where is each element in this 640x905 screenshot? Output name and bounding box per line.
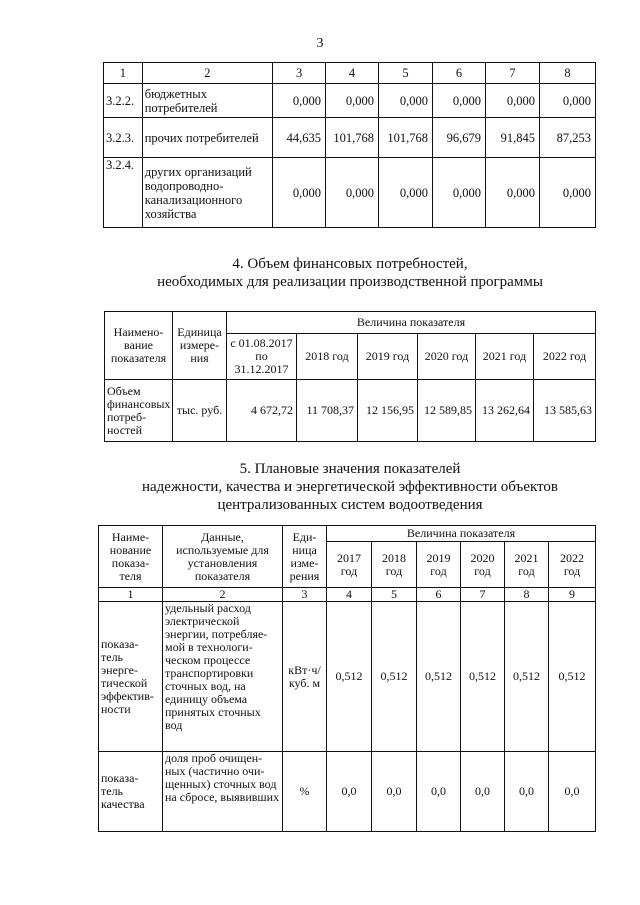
financial-needs-table: [104, 311, 596, 442]
table-header-row: [99, 526, 596, 542]
heading-line: 5. Плановые значения показателей: [239, 461, 461, 477]
column-number: 4: [326, 63, 379, 84]
cell-value: 0,512: [549, 602, 596, 752]
column-header-unit: Еди-ница изме-рения: [283, 526, 327, 588]
column-number: 6: [433, 63, 486, 84]
row-unit: %: [283, 752, 327, 832]
cell-value: 0,000: [273, 158, 326, 228]
row-unit: тыс. руб.: [173, 380, 227, 442]
cell-value: 4 672,72: [227, 380, 297, 442]
column-number: 4: [327, 588, 372, 602]
column-header-year: 2022 год: [549, 542, 596, 588]
cell-value: 12 589,85: [418, 380, 476, 442]
row-name: бюджетных потребителей: [142, 84, 272, 118]
consumption-table: [103, 62, 596, 228]
column-header-year: 2017 год: [327, 542, 372, 588]
column-number: 1: [99, 588, 163, 602]
cell-value: 0,000: [539, 84, 595, 118]
heading-line: необходимых для реализации производственной программы: [157, 274, 543, 290]
indicators-table: [98, 525, 596, 832]
cell-value: 0,512: [417, 602, 461, 752]
column-number: 3: [283, 588, 327, 602]
section-4-heading: [0, 255, 640, 291]
row-name: других организаций водопроводно-канализационного хозяйства: [142, 158, 272, 228]
section-5-heading: [0, 460, 640, 514]
table-row: [104, 118, 596, 158]
column-header-unit: Единица измере-ния: [173, 312, 227, 380]
cell-value: 0,000: [326, 84, 379, 118]
row-name: показа-тель энерге-тической эффектив-ности: [99, 602, 163, 752]
row-unit: кВт·ч/ куб. м: [283, 602, 327, 752]
column-header-period: 2022 год: [534, 334, 596, 380]
cell-value: 0,512: [461, 602, 505, 752]
row-index: 3.2.2.: [104, 84, 143, 118]
column-number: 3: [273, 63, 326, 84]
cell-value: 91,845: [485, 118, 539, 158]
table-header-row: [105, 312, 596, 334]
cell-value: 0,000: [273, 84, 326, 118]
cell-value: 0,512: [327, 602, 372, 752]
column-header-value-group: Величина показателя: [227, 312, 596, 334]
column-header-year: 2019 год: [417, 542, 461, 588]
heading-line: централизованных систем водоотведения: [217, 497, 483, 513]
column-header-data: Данные, используемые для установления показателя: [163, 526, 283, 588]
row-data: доля проб очищен-ных (частично очи-щенных) сточных вод на сбросе, выявивших: [163, 752, 283, 832]
column-header-value-group: Величина показателя: [327, 526, 596, 542]
column-number: 6: [417, 588, 461, 602]
table-row: [105, 380, 596, 442]
page-number: 3: [316, 36, 324, 51]
column-number-row: [99, 588, 596, 602]
column-number: 2: [142, 63, 272, 84]
cell-value: 0,000: [326, 158, 379, 228]
column-number: 8: [505, 588, 549, 602]
table-row: [104, 84, 596, 118]
column-number: 5: [372, 588, 417, 602]
column-header-year: 2021 год: [505, 542, 549, 588]
cell-value: 13 585,63: [534, 380, 596, 442]
cell-value: 11 708,37: [297, 380, 358, 442]
cell-value: 0,000: [379, 158, 433, 228]
cell-value: 0,000: [379, 84, 433, 118]
heading-line: 4. Объем финансовых потребностей,: [232, 256, 468, 272]
cell-value: 0,0: [461, 752, 505, 832]
cell-value: 0,0: [372, 752, 417, 832]
cell-value: 101,768: [379, 118, 433, 158]
column-header-year: 2018 год: [372, 542, 417, 588]
column-header-period: 2020 год: [418, 334, 476, 380]
cell-value: 0,0: [327, 752, 372, 832]
cell-value: 0,000: [433, 158, 486, 228]
heading-line: надежности, качества и энергетической эффективности объектов: [141, 479, 558, 495]
column-number: 9: [549, 588, 596, 602]
row-name: показа-тель качества: [99, 752, 163, 832]
cell-value: 101,768: [326, 118, 379, 158]
row-name: прочих потребителей: [142, 118, 272, 158]
row-name: Объем финансовых потреб-ностей: [105, 380, 173, 442]
cell-value: 0,000: [433, 84, 486, 118]
cell-value: 0,0: [505, 752, 549, 832]
cell-value: 96,679: [433, 118, 486, 158]
column-header-period: с 01.08.2017 по 31.12.2017: [227, 334, 297, 380]
table-row: [104, 158, 596, 228]
column-header-year: 2020 год: [461, 542, 505, 588]
column-number: 8: [539, 63, 595, 84]
row-index: 3.2.3.: [104, 118, 143, 158]
cell-value: 0,512: [372, 602, 417, 752]
cell-value: 13 262,64: [476, 380, 534, 442]
cell-value: 44,635: [273, 118, 326, 158]
column-header-period: 2018 год: [297, 334, 358, 380]
cell-value: 0,512: [505, 602, 549, 752]
column-header-period: 2019 год: [358, 334, 418, 380]
cell-value: 87,253: [539, 118, 595, 158]
cell-value: 0,0: [417, 752, 461, 832]
column-number: 7: [461, 588, 505, 602]
column-header-name: Наиме-нование показа-теля: [99, 526, 163, 588]
cell-value: 0,000: [539, 158, 595, 228]
column-header-name: Наимено-вание показателя: [105, 312, 173, 380]
cell-value: 12 156,95: [358, 380, 418, 442]
row-data: удельный расход электрической энергии, потребляе-мой в технологи-ческом процессе транспортировки сточных вод, на единицу объема принятых сточных вод: [163, 602, 283, 752]
table-row: [99, 602, 596, 752]
row-index: 3.2.4.: [104, 158, 143, 228]
cell-value: 0,000: [485, 158, 539, 228]
column-number: 5: [379, 63, 433, 84]
table-row: [99, 752, 596, 832]
column-number: 1: [104, 63, 143, 84]
cell-value: 0,0: [549, 752, 596, 832]
cell-value: 0,000: [485, 84, 539, 118]
table-header-row: [104, 63, 596, 84]
column-number: 2: [163, 588, 283, 602]
column-number: 7: [485, 63, 539, 84]
column-header-period: 2021 год: [476, 334, 534, 380]
